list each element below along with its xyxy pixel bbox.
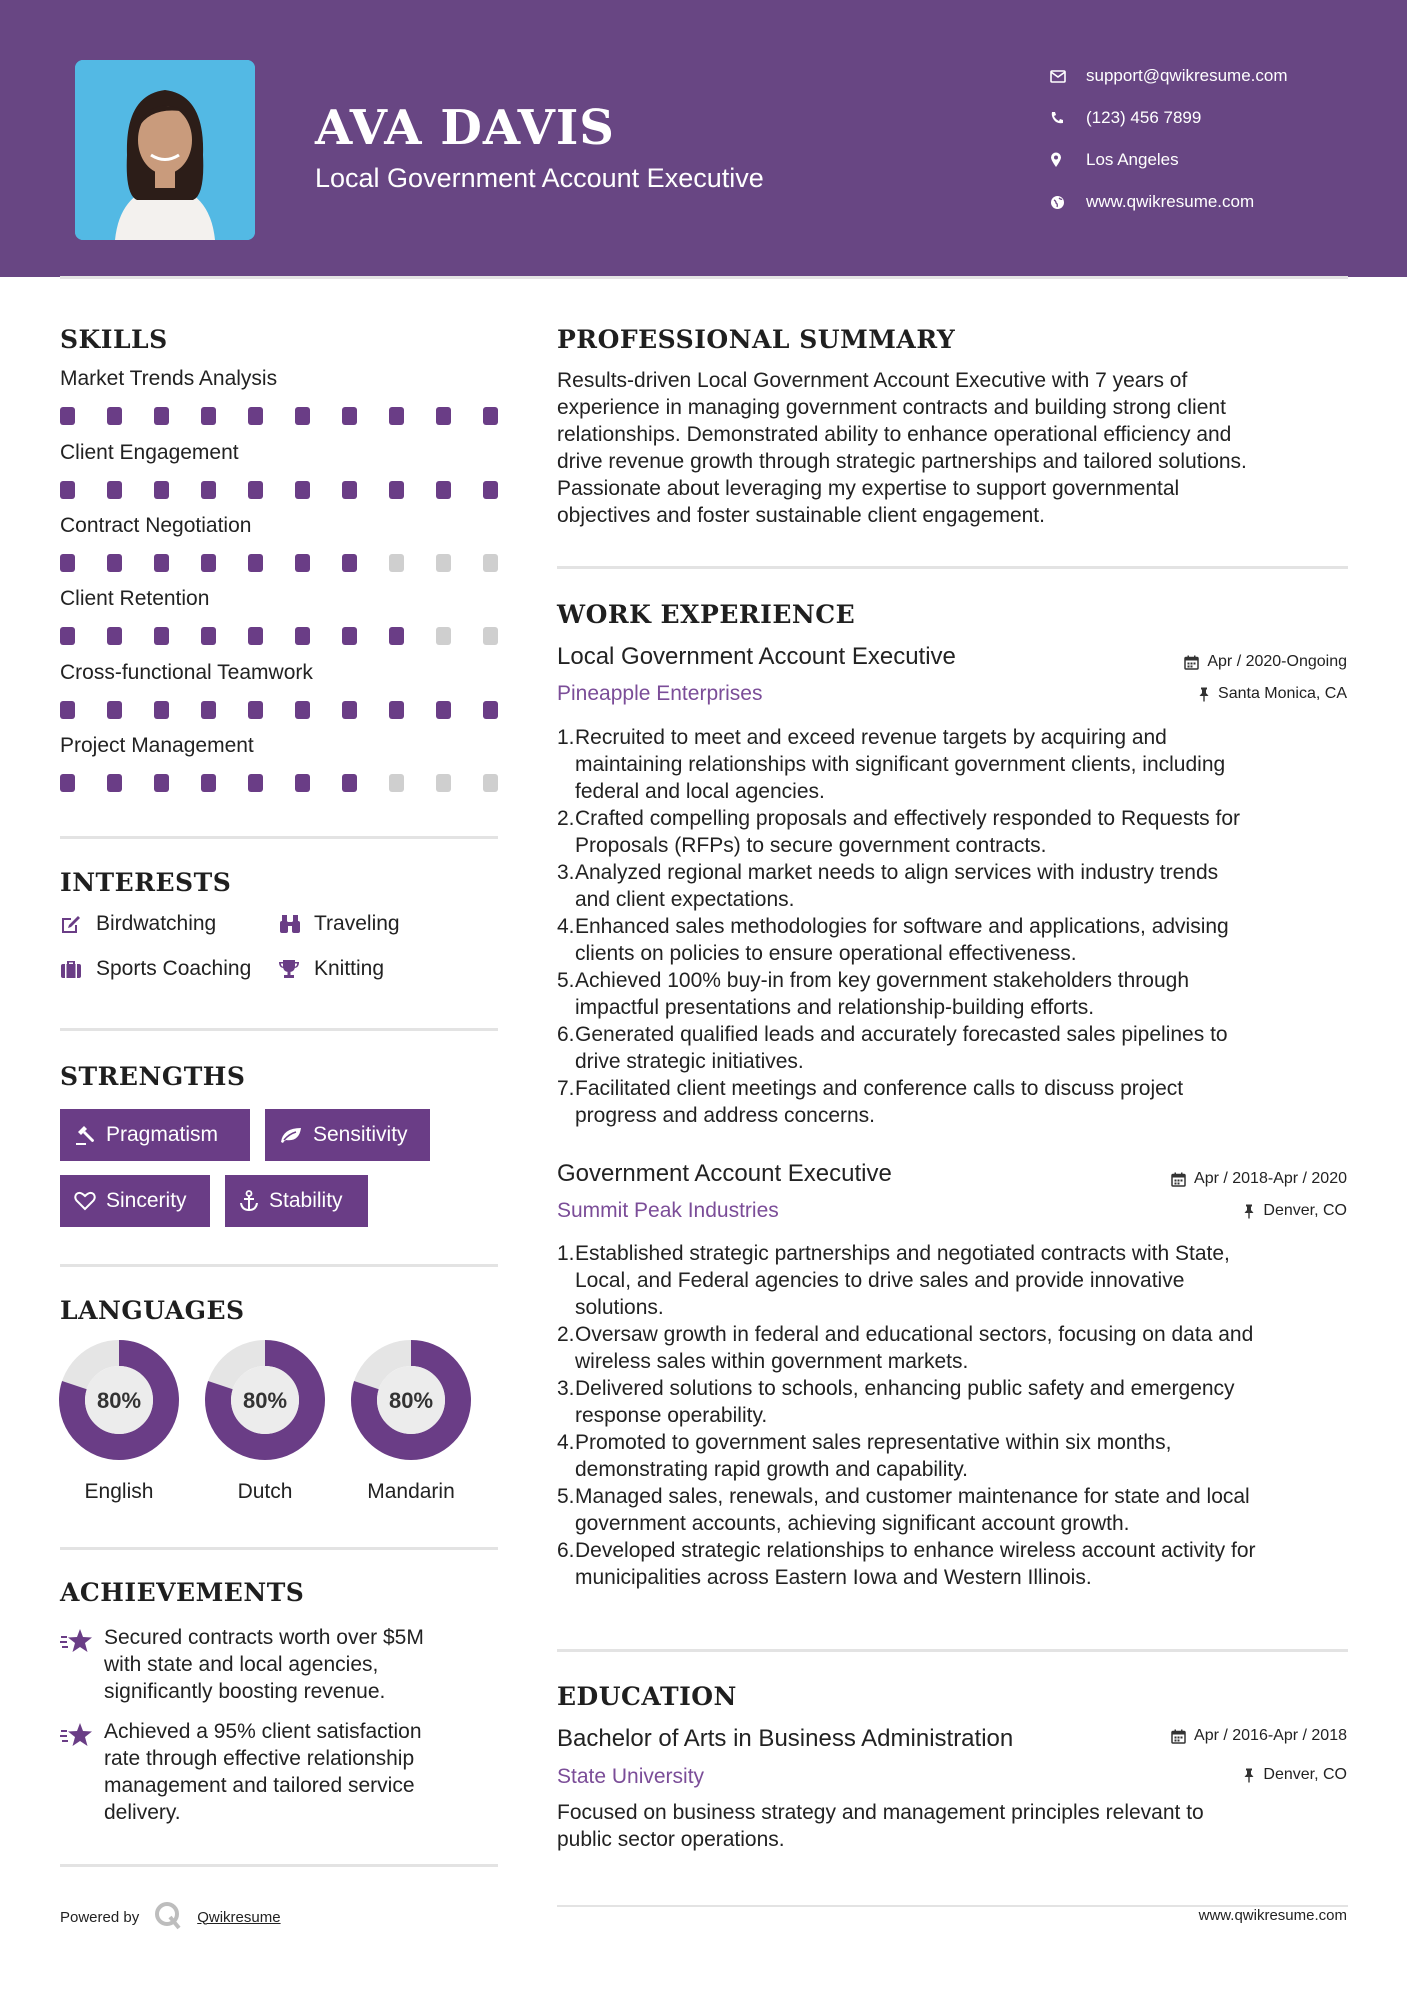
portrait-image: [75, 60, 255, 240]
bullet-line: Oversaw growth in federal and educational sectors, focusing on data and: [575, 1323, 1254, 1346]
strengths-heading: STRENGTHS: [60, 1062, 246, 1091]
skill-name: Cross-functional Teamwork: [60, 661, 313, 684]
bullet-line: Managed sales, renewals, and customer maintenance for state and local: [575, 1485, 1250, 1508]
achievement-text: [104, 1624, 424, 1705]
job-bullet: [557, 805, 1347, 859]
strength-tag: [60, 1175, 210, 1227]
skill-item: [60, 661, 500, 719]
language-ring: [350, 1339, 472, 1461]
bullet-line: Recruited to meet and exceed revenue targets by acquiring and: [575, 726, 1167, 749]
skill-dot-filled: [154, 701, 169, 719]
education-date: [1171, 1727, 1347, 1745]
strength-label: Pragmatism: [106, 1123, 219, 1146]
bullet-number: 1.: [557, 1242, 575, 1265]
skill-rating: [60, 701, 498, 719]
summary-line: objectives and foster sustainable client engagement.: [557, 504, 1045, 527]
section-divider: [60, 1264, 498, 1267]
language-percent: 80%: [388, 1388, 434, 1413]
bullet-text: [575, 859, 1347, 913]
bullet-line: government accounts, achieving significant account growth.: [575, 1512, 1130, 1535]
website-text: www.qwikresume.com: [1086, 192, 1255, 211]
skill-dot-empty: [436, 774, 451, 792]
bullet-number: 3.: [557, 1377, 575, 1400]
skill-dot-filled: [248, 627, 263, 645]
skill-dot-filled: [248, 701, 263, 719]
skill-dot-filled: [201, 554, 216, 572]
skill-rating: [60, 407, 498, 425]
skill-dot-filled: [342, 481, 357, 499]
pushpin-icon: [1243, 1204, 1255, 1219]
job-date: [1184, 653, 1347, 671]
skill-dot-filled: [342, 407, 357, 425]
skill-dot-filled: [248, 774, 263, 792]
summary-line: relationships. Demonstrated ability to enhance operational efficiency and: [557, 423, 1232, 446]
language-item: [58, 1339, 180, 1504]
section-divider: [557, 1649, 1348, 1652]
skill-name: Client Engagement: [60, 441, 239, 464]
calendar-icon: [1171, 1729, 1186, 1744]
job-bullets: [557, 724, 1347, 1129]
skill-rating: [60, 774, 498, 792]
job-bullet: [557, 859, 1347, 913]
summary-line: Passionate about leveraging my expertise to support governmental: [557, 477, 1180, 500]
skill-dot-filled: [342, 627, 357, 645]
bullet-line: Local, and Federal agencies to drive sales and provide innovative: [575, 1269, 1185, 1292]
achievement-line: with state and local agencies,: [104, 1653, 379, 1676]
bullet-number: 5.: [557, 1485, 575, 1508]
summary-line: drive revenue growth through strategic partnerships and tailored solutions.: [557, 450, 1247, 473]
skill-dot-filled: [154, 774, 169, 792]
skill-dot-empty: [483, 554, 498, 572]
skill-dot-filled: [154, 407, 169, 425]
bullet-number: 6.: [557, 1023, 575, 1046]
pushpin-icon: [1198, 687, 1210, 702]
star-badge-icon: [60, 1624, 104, 1705]
bullet-number: 5.: [557, 969, 575, 992]
bullet-number: 4.: [557, 1431, 575, 1454]
achievement-line: significantly boosting revenue.: [104, 1680, 386, 1703]
summary-line: experience in managing government contracts and building strong client: [557, 396, 1226, 419]
bullet-line: impactful presentations and relationship-building efforts.: [575, 996, 1095, 1019]
skill-rating: [60, 481, 498, 499]
skill-dot-filled: [201, 774, 216, 792]
skill-dot-filled: [389, 701, 404, 719]
strength-tag: [60, 1109, 250, 1161]
skill-dot-filled: [201, 481, 216, 499]
resume-header: [0, 0, 1407, 277]
education-location-text: Denver, CO: [1263, 1766, 1347, 1783]
skill-name: Client Retention: [60, 587, 210, 610]
summary-text: [557, 367, 1347, 529]
skill-dot-filled: [201, 627, 216, 645]
phone-text: (123) 456 7899: [1086, 108, 1202, 127]
education-line: public sector operations.: [557, 1828, 785, 1851]
skill-dot-filled: [107, 701, 122, 719]
job-bullets: [557, 1240, 1347, 1591]
language-ring: [204, 1339, 326, 1461]
strength-label: Sincerity: [106, 1189, 187, 1212]
bullet-line: solutions.: [575, 1296, 664, 1319]
powered-label: Powered by: [60, 1908, 140, 1926]
job-location: [1198, 685, 1347, 703]
skill-dot-empty: [483, 627, 498, 645]
strength-tag: [225, 1175, 368, 1227]
skill-dot-filled: [342, 774, 357, 792]
skill-dot-filled: [60, 627, 75, 645]
bullet-number: 2.: [557, 1323, 575, 1346]
job-bullet: [557, 1429, 1347, 1483]
skill-name: Market Trends Analysis: [60, 367, 278, 390]
job-date: [1171, 1170, 1347, 1188]
candidate-role: Local Government Account Executive: [315, 163, 764, 193]
footer-url[interactable]: www.qwikresume.com: [1198, 1907, 1347, 1924]
anchor-icon: [239, 1190, 259, 1212]
skill-dot-empty: [483, 774, 498, 792]
bullet-line: drive strategic initiatives.: [575, 1050, 804, 1073]
education-heading: EDUCATION: [557, 1682, 737, 1711]
skill-rating: [60, 627, 498, 645]
job-location: [1243, 1202, 1347, 1220]
skill-dot-filled: [107, 481, 122, 499]
job-bullet: [557, 1321, 1347, 1375]
bullet-text: [575, 1075, 1347, 1129]
job-bullet: [557, 1075, 1347, 1129]
bullet-text: [575, 1429, 1347, 1483]
language-name: Dutch: [237, 1480, 293, 1503]
skill-dot-filled: [483, 407, 498, 425]
bullet-line: demonstrating rapid growth and capability.: [575, 1458, 969, 1481]
pushpin-icon: [1243, 1768, 1255, 1783]
bullet-text: [575, 913, 1347, 967]
language-ring: [58, 1339, 180, 1461]
bullet-number: 3.: [557, 861, 575, 884]
skill-item: [60, 514, 500, 572]
bullet-line: maintaining relationships with significant government clients, including: [575, 753, 1226, 776]
skill-name: Project Management: [60, 734, 254, 757]
summary-line: Results-driven Local Government Account Executive with 7 years of: [557, 369, 1188, 392]
job-location-text: Santa Monica, CA: [1218, 685, 1347, 702]
skill-item: [60, 587, 500, 645]
trophy-icon: [278, 959, 314, 979]
bullet-number: 7.: [557, 1077, 575, 1100]
interest-item: [278, 912, 400, 936]
job-date-text: Apr / 2018-Apr / 2020: [1194, 1170, 1347, 1187]
skill-dot-empty: [389, 774, 404, 792]
skill-dot-filled: [436, 701, 451, 719]
calendar-icon: [1171, 1172, 1186, 1187]
achievement-text: [104, 1718, 422, 1826]
job-bullet: [557, 913, 1347, 967]
bullet-line: Developed strategic relationships to enhance wireless account activity for: [575, 1539, 1256, 1562]
section-divider: [60, 836, 498, 839]
skill-name: Contract Negotiation: [60, 514, 252, 537]
bullet-number: 4.: [557, 915, 575, 938]
calendar-icon: [1184, 655, 1199, 670]
skill-item: [60, 441, 500, 499]
bullet-line: federal and local agencies.: [575, 780, 825, 803]
contact-info: [1050, 55, 1288, 223]
education-location: [1243, 1766, 1347, 1784]
qwikresume-logo-icon: [153, 1900, 183, 1934]
job-bullet: [557, 724, 1347, 805]
skill-dot-filled: [201, 407, 216, 425]
section-divider: [60, 1864, 498, 1867]
skill-dot-filled: [60, 701, 75, 719]
email-text: support@qwikresume.com: [1086, 66, 1288, 85]
bullet-text: [575, 1375, 1347, 1429]
bullet-text: [575, 724, 1347, 805]
bullet-line: progress and address concerns.: [575, 1104, 875, 1127]
contact-phone[interactable]: [1050, 97, 1288, 139]
job-company: Pineapple Enterprises: [557, 682, 763, 705]
skill-dot-filled: [483, 481, 498, 499]
experience-heading: WORK EXPERIENCE: [557, 600, 856, 629]
skill-dot-filled: [154, 554, 169, 572]
interest-item: [278, 957, 384, 981]
edit-icon: [60, 914, 96, 934]
skill-dot-filled: [201, 701, 216, 719]
language-item: [204, 1339, 326, 1504]
achievement-line: management and tailored service: [104, 1774, 415, 1797]
bullet-line: wireless sales within government markets.: [575, 1350, 969, 1373]
education-degree: Bachelor of Arts in Business Administration: [557, 1725, 1014, 1752]
strength-label: Stability: [269, 1189, 343, 1212]
job-bullet: [557, 1021, 1347, 1075]
bullet-line: Analyzed regional market needs to align services with industry trends: [575, 861, 1219, 884]
star-badge-icon: [60, 1718, 104, 1826]
contact-website[interactable]: [1050, 181, 1288, 223]
summary-heading: PROFESSIONAL SUMMARY: [557, 325, 956, 354]
skill-dot-filled: [60, 554, 75, 572]
skill-dot-filled: [295, 774, 310, 792]
bullet-text: [575, 967, 1347, 1021]
achievement-item: [60, 1624, 500, 1705]
achievement-line: Achieved a 95% client satisfaction: [104, 1720, 422, 1743]
skill-dot-filled: [389, 407, 404, 425]
skill-dot-filled: [295, 627, 310, 645]
bullet-text: [575, 1537, 1347, 1591]
qwikresume-link[interactable]: Qwikresume: [197, 1908, 281, 1926]
skill-dot-filled: [248, 407, 263, 425]
strength-tag: [265, 1109, 430, 1161]
skill-dot-filled: [342, 554, 357, 572]
profile-photo: [75, 60, 255, 240]
section-divider: [60, 1028, 498, 1031]
skill-dot-empty: [436, 554, 451, 572]
skill-item: [60, 734, 500, 792]
strength-label: Sensitivity: [313, 1123, 408, 1146]
bullet-line: Promoted to government sales representative within six months,: [575, 1431, 1172, 1454]
skill-dot-filled: [295, 407, 310, 425]
leaf-icon: [279, 1125, 303, 1145]
briefcase-icon: [60, 959, 96, 979]
skill-dot-filled: [295, 481, 310, 499]
achievement-item: [60, 1718, 500, 1826]
map-pin-icon: [1050, 152, 1086, 168]
skill-dot-filled: [60, 481, 75, 499]
contact-email[interactable]: [1050, 55, 1288, 97]
skill-dot-empty: [389, 554, 404, 572]
education-date-text: Apr / 2016-Apr / 2018: [1194, 1727, 1347, 1744]
job-bullet: [557, 1240, 1347, 1321]
interest-label: Traveling: [314, 912, 400, 935]
interests-heading: INTERESTS: [60, 868, 232, 897]
skill-dot-filled: [389, 627, 404, 645]
gavel-icon: [74, 1124, 96, 1146]
location-text: Los Angeles: [1086, 150, 1179, 169]
globe-icon: [1050, 195, 1086, 210]
bullet-text: [575, 1483, 1347, 1537]
skill-dot-empty: [436, 627, 451, 645]
binoculars-icon: [278, 914, 314, 934]
skill-dot-filled: [107, 774, 122, 792]
envelope-icon: [1050, 70, 1086, 83]
skill-dot-filled: [295, 701, 310, 719]
bullet-line: Established strategic partnerships and negotiated contracts with State,: [575, 1242, 1230, 1265]
achievement-line: rate through effective relationship: [104, 1747, 415, 1770]
bullet-line: clients on policies to ensure operational effectiveness.: [575, 942, 1077, 965]
job-date-text: Apr / 2020-Ongoing: [1207, 653, 1347, 670]
heart-icon: [74, 1191, 96, 1211]
language-name: Mandarin: [367, 1480, 455, 1503]
bullet-text: [575, 805, 1347, 859]
bullet-number: 2.: [557, 807, 575, 830]
job-bullet: [557, 1537, 1347, 1591]
skill-dot-filled: [248, 554, 263, 572]
powered-by: [60, 1900, 281, 1934]
bullet-text: [575, 1021, 1347, 1075]
bullet-line: Crafted compelling proposals and effectively responded to Requests for: [575, 807, 1240, 830]
section-divider: [557, 566, 1348, 569]
job-bullet: [557, 1483, 1347, 1537]
interest-label: Birdwatching: [96, 912, 217, 935]
language-percent: 80%: [96, 1388, 142, 1413]
skill-dot-filled: [436, 407, 451, 425]
skill-dot-filled: [107, 407, 122, 425]
skill-dot-filled: [342, 701, 357, 719]
languages-heading: LANGUAGES: [60, 1296, 245, 1325]
education-description: [557, 1799, 1347, 1853]
header-divider: [60, 276, 1348, 279]
language-name: English: [84, 1480, 154, 1503]
achievement-line: delivery.: [104, 1801, 181, 1824]
skill-dot-filled: [60, 407, 75, 425]
contact-location: [1050, 139, 1288, 181]
bullet-line: Generated qualified leads and accurately forecasted sales pipelines to: [575, 1023, 1228, 1046]
skill-rating: [60, 554, 498, 572]
education-line: Focused on business strategy and management principles relevant to: [557, 1801, 1204, 1824]
phone-icon: [1050, 111, 1086, 125]
section-divider: [60, 1547, 498, 1550]
job-title: Local Government Account Executive: [557, 643, 956, 670]
bullet-line: and client expectations.: [575, 888, 795, 911]
skill-dot-filled: [107, 627, 122, 645]
bullet-line: Delivered solutions to schools, enhancing public safety and emergency: [575, 1377, 1235, 1400]
education-school: State University: [557, 1765, 705, 1788]
skill-dot-filled: [389, 481, 404, 499]
skill-dot-filled: [483, 701, 498, 719]
bullet-line: Enhanced sales methodologies for software and applications, advising: [575, 915, 1229, 938]
interest-label: Sports Coaching: [96, 957, 252, 980]
candidate-name: AVA DAVIS: [315, 100, 615, 156]
skill-item: [60, 367, 500, 425]
skill-dot-filled: [295, 554, 310, 572]
bullet-line: municipalities across Eastern Iowa and Western Illinois.: [575, 1566, 1092, 1589]
bullet-line: response operability.: [575, 1404, 768, 1427]
bullet-line: Proposals (RFPs) to secure government contracts.: [575, 834, 1047, 857]
bullet-line: Achieved 100% buy-in from key government stakeholders through: [575, 969, 1190, 992]
language-item: [350, 1339, 472, 1504]
job-location-text: Denver, CO: [1263, 1202, 1347, 1219]
interest-label: Knitting: [314, 957, 385, 980]
job-company: Summit Peak Industries: [557, 1199, 779, 1222]
bullet-number: 1.: [557, 726, 575, 749]
bullet-number: 6.: [557, 1539, 575, 1562]
interest-item: [60, 912, 216, 936]
achievement-line: Secured contracts worth over $5M: [104, 1626, 424, 1649]
skill-dot-filled: [154, 481, 169, 499]
interest-item: [60, 957, 251, 981]
job-title: Government Account Executive: [557, 1160, 892, 1187]
skill-dot-filled: [436, 481, 451, 499]
skills-heading: SKILLS: [60, 325, 168, 354]
skill-dot-filled: [154, 627, 169, 645]
job-bullet: [557, 1375, 1347, 1429]
skill-dot-filled: [60, 774, 75, 792]
skill-dot-filled: [107, 554, 122, 572]
bullet-line: Facilitated client meetings and conference calls to discuss project: [575, 1077, 1184, 1100]
bullet-text: [575, 1240, 1347, 1321]
bullet-text: [575, 1321, 1347, 1375]
language-percent: 80%: [242, 1388, 288, 1413]
job-bullet: [557, 967, 1347, 1021]
achievements-heading: ACHIEVEMENTS: [60, 1578, 305, 1607]
skill-dot-filled: [248, 481, 263, 499]
